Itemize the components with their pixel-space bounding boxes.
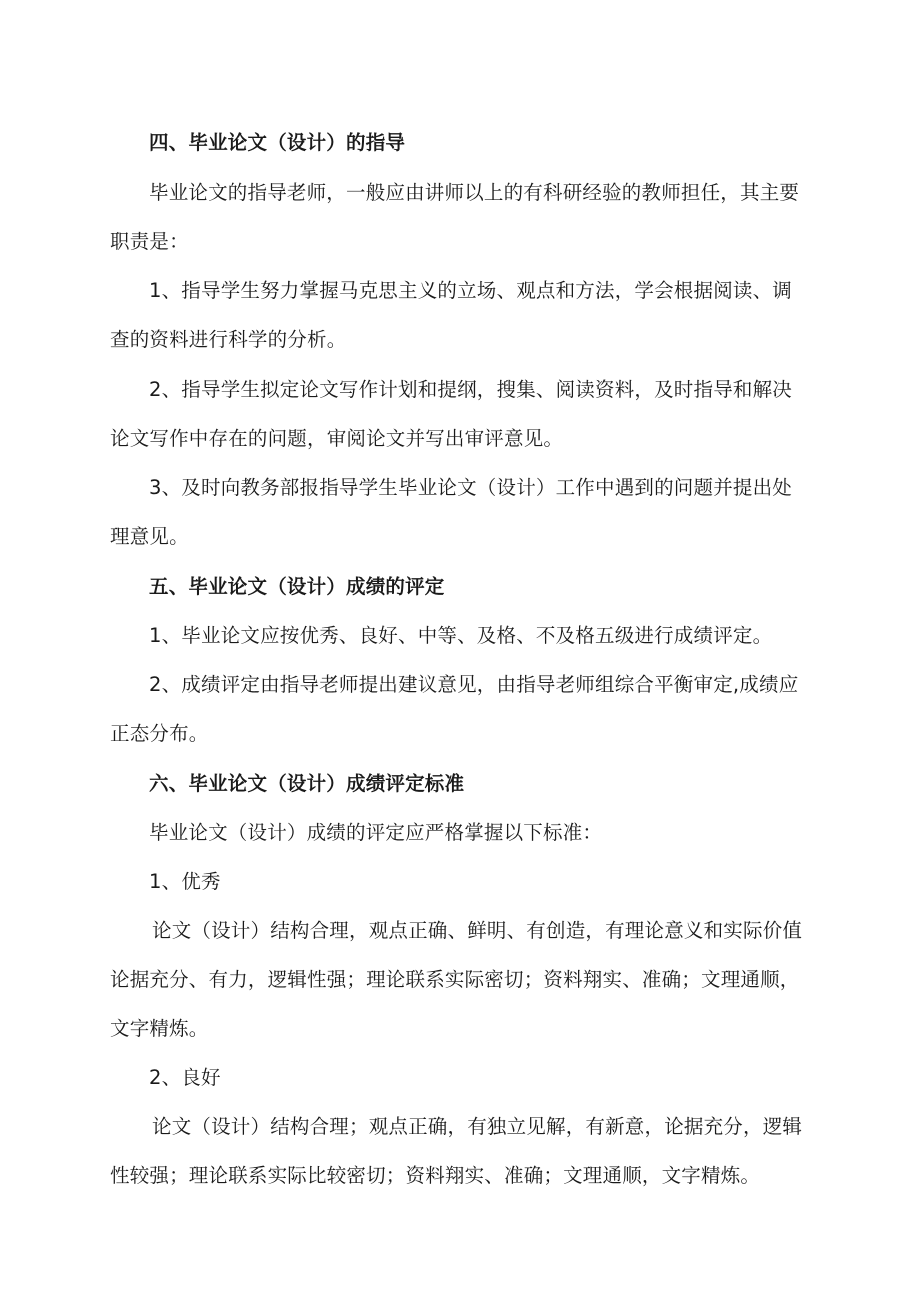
list-item-line: 1、毕业论文应按优秀、良好、中等、及格、不及格五级进行成绩评定。 xyxy=(149,624,773,647)
section-heading-6: 六、毕业论文（设计）成绩评定标准 xyxy=(149,772,465,795)
paragraph-line: 论文（设计）结构合理，观点正确、鲜明、有创造，有理论意义和实际价值 xyxy=(152,919,803,942)
paragraph-line: 文字精炼。 xyxy=(110,1017,209,1040)
grade-label: 2、良好 xyxy=(149,1066,221,1089)
list-item-line: 正态分布。 xyxy=(110,722,209,745)
grade-label: 1、优秀 xyxy=(149,870,221,893)
section-heading-4: 四、毕业论文（设计）的指导 xyxy=(149,131,406,154)
section-heading-5: 五、毕业论文（设计）成绩的评定 xyxy=(149,575,445,598)
list-item-line: 理意见。 xyxy=(110,525,189,548)
list-item-line: 查的资料进行科学的分析。 xyxy=(110,328,347,351)
paragraph-line: 论据充分、有力，逻辑性强；理论联系实际密切；资料翔实、准确；文理通顺， xyxy=(110,968,800,991)
paragraph-line: 职责是： xyxy=(110,230,189,253)
list-item-line: 1、指导学生努力掌握马克思主义的立场、观点和方法，学会根据阅读、调 xyxy=(149,279,793,302)
list-item-line: 3、及时向教务部报指导学生毕业论文（设计）工作中遇到的问题并提出处 xyxy=(149,476,793,499)
paragraph-line: 论文（设计）结构合理；观点正确，有独立见解，有新意，论据充分，逻辑 xyxy=(152,1115,803,1138)
paragraph-line: 毕业论文的指导老师，一般应由讲师以上的有科研经验的教师担任，其主要 xyxy=(149,181,800,204)
list-item-line: 论文写作中存在的问题，审阅论文并写出审评意见。 xyxy=(110,427,564,450)
list-item-line: 2、指导学生拟定论文写作计划和提纲，搜集、阅读资料，及时指导和解决 xyxy=(149,378,793,401)
paragraph-line: 毕业论文（设计）成绩的评定应严格掌握以下标准： xyxy=(149,821,603,844)
paragraph-line: 性较强；理论联系实际比较密切；资料翔实、准确；文理通顺，文字精炼。 xyxy=(110,1164,761,1187)
list-item-line: 2、成绩评定由指导老师提出建议意见，由指导老师组综合平衡审定,成绩应 xyxy=(149,673,799,696)
